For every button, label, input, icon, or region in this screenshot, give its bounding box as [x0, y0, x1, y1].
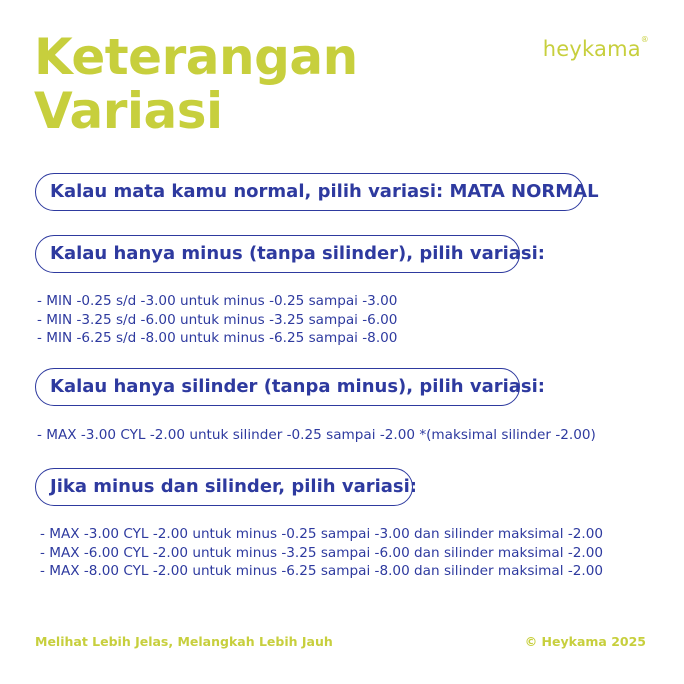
list-item: - MIN -0.25 s/d -3.00 untuk minus -0.25 sampai -3.00 [37, 293, 398, 309]
page-title-line-2: Variasi [34, 82, 223, 140]
page-title-line-1: Keterangan [34, 28, 358, 86]
section-heading-minus: Kalau hanya minus (tanpa silinder), pilih variasi: [35, 235, 520, 273]
minus-variant-list [37, 292, 397, 348]
list-item: - MAX -3.00 CYL -2.00 untuk minus -0.25 sampai -3.00 dan silinder maksimal -2.00 [40, 526, 604, 542]
minus-cylinder-variant-list [40, 525, 603, 581]
registered-mark: ® [640, 35, 649, 44]
footer-copyright: © Heykama 2025 [524, 634, 646, 649]
list-item: - MAX -8.00 CYL -2.00 untuk minus -6.25 sampai -8.00 dan silinder maksimal -2.00 [40, 563, 604, 579]
page-title [34, 30, 358, 138]
list-item: - MIN -6.25 s/d -8.00 untuk minus -6.25 sampai -8.00 [37, 330, 398, 346]
section-heading-normal: Kalau mata kamu normal, pilih variasi: MATA NORMAL [35, 173, 584, 211]
brand-logo [543, 37, 649, 61]
list-item: - MAX -3.00 CYL -2.00 untuk silinder -0.25 sampai -2.00 *(maksimal silinder -2.00) [37, 427, 596, 443]
list-item: - MIN -3.25 s/d -6.00 untuk minus -3.25 sampai -6.00 [37, 311, 398, 328]
cylinder-variant-list [37, 426, 596, 445]
list-item: - MAX -6.00 CYL -2.00 untuk minus -3.25 sampai -6.00 dan silinder maksimal -2.00 [40, 544, 604, 561]
section-heading-cylinder: Kalau hanya silinder (tanpa minus), pilih variasi: [35, 368, 520, 406]
section-heading-minus-cylinder: Jika minus dan silinder, pilih variasi: [35, 468, 413, 506]
footer-tagline: Melihat Lebih Jelas, Melangkah Lebih Jauh [35, 634, 333, 649]
brand-logo-text: heykama [542, 37, 641, 61]
